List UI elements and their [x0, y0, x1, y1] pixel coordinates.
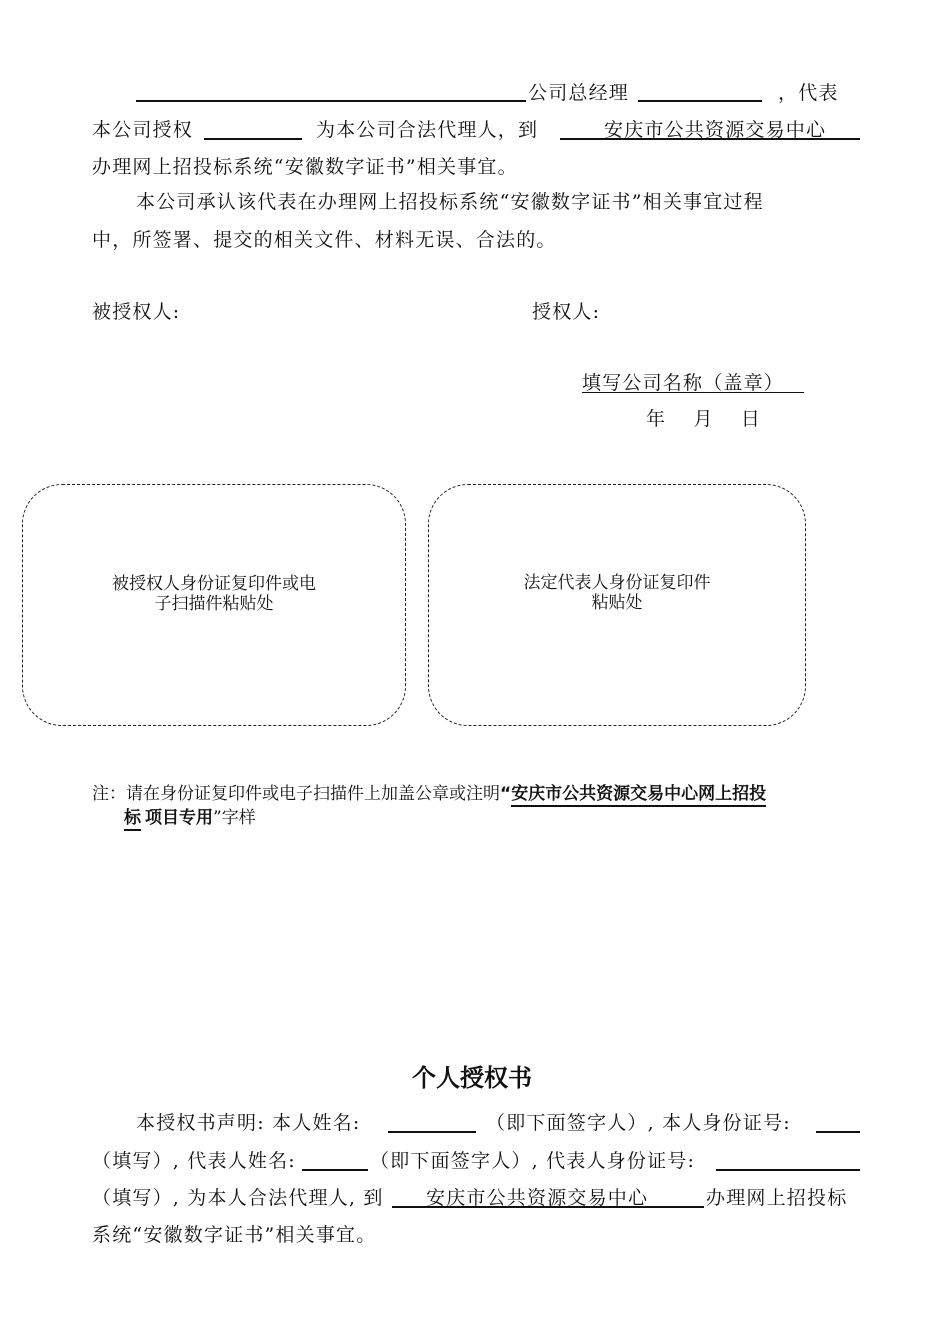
- personal-line3-a: （填写）, 为本人合法代理人, 到: [92, 1187, 384, 1209]
- personal-line2-b: （即下面签字人）, 代表人身份证号:: [370, 1150, 696, 1172]
- handle-text: 办理网上招投标系统“安徽数字证书”相关事宜。: [92, 156, 518, 178]
- blank-manager-name[interactable]: [638, 82, 762, 102]
- note-emphasis-2: 标: [124, 808, 141, 831]
- agent-id-paste-box[interactable]: [22, 484, 406, 726]
- blank-agent-name[interactable]: [204, 120, 302, 140]
- authorized-person-label: 被授权人:: [92, 301, 181, 323]
- authorizer-label: 授权人:: [532, 301, 601, 323]
- acknowledge-line-2: 中，所签署、提交的相关文件、材料无误、合法的。: [92, 229, 557, 251]
- blank-rep-name[interactable]: [302, 1151, 368, 1171]
- personal-auth-title: 个人授权书: [412, 1064, 532, 1092]
- note-line-1: [92, 782, 766, 807]
- agent-label: 为本公司合法代理人，到: [316, 119, 539, 141]
- blank-rep-id[interactable]: [716, 1151, 860, 1171]
- personal-line3-b: 办理网上招投标: [706, 1187, 848, 1209]
- blank-personal-name[interactable]: [388, 1113, 476, 1133]
- personal-line1-b: （即下面签字人）, 本人身份证号:: [486, 1112, 791, 1134]
- personal-line2-a: （填写）, 代表人姓名:: [92, 1150, 296, 1172]
- legal-rep-id-paste-box[interactable]: [428, 484, 806, 726]
- legal-rep-id-box-label-2: 粘贴处: [591, 593, 643, 613]
- authorize-label: 本公司授权: [92, 119, 194, 141]
- blank-company-name[interactable]: [136, 82, 526, 102]
- personal-line1-a: 本授权书声明: 本人姓名:: [136, 1112, 361, 1134]
- note-prefix: 注：请在身份证复印件或电子扫描件上加盖公章或注明: [92, 784, 500, 804]
- acknowledge-line-1: 本公司承认该代表在办理网上招投标系统“安徽数字证书”相关事宜过程: [136, 191, 764, 213]
- personal-line4: 系统“安徽数字证书”相关事宜。: [92, 1224, 377, 1246]
- note-line-2: [124, 806, 256, 831]
- note-suffix: ”字样: [213, 808, 256, 828]
- company-seal: 填写公司名称（盖章）: [582, 372, 785, 394]
- blank-personal-id[interactable]: [816, 1113, 860, 1133]
- legal-rep-id-box-label-1: 法定代表人身份证复印件: [523, 573, 711, 593]
- agent-id-box-label-1: 被授权人身份证复印件或电: [112, 574, 316, 594]
- center-name: 安庆市公共资源交易中心: [604, 119, 827, 141]
- note-open-quote: “: [500, 784, 512, 804]
- manager-label: 公司总经理: [528, 82, 630, 104]
- note-emphasis-3: 项目专用: [145, 808, 213, 828]
- agent-id-box-label-2: 子扫描件粘贴处: [154, 594, 274, 614]
- date-line: 年 月 日: [646, 408, 762, 430]
- personal-center-name: 安庆市公共资源交易中心: [426, 1187, 649, 1209]
- represent-label: ，代表: [778, 82, 839, 104]
- note-emphasis-1: 安庆市公共资源交易中心网上招投: [511, 784, 766, 807]
